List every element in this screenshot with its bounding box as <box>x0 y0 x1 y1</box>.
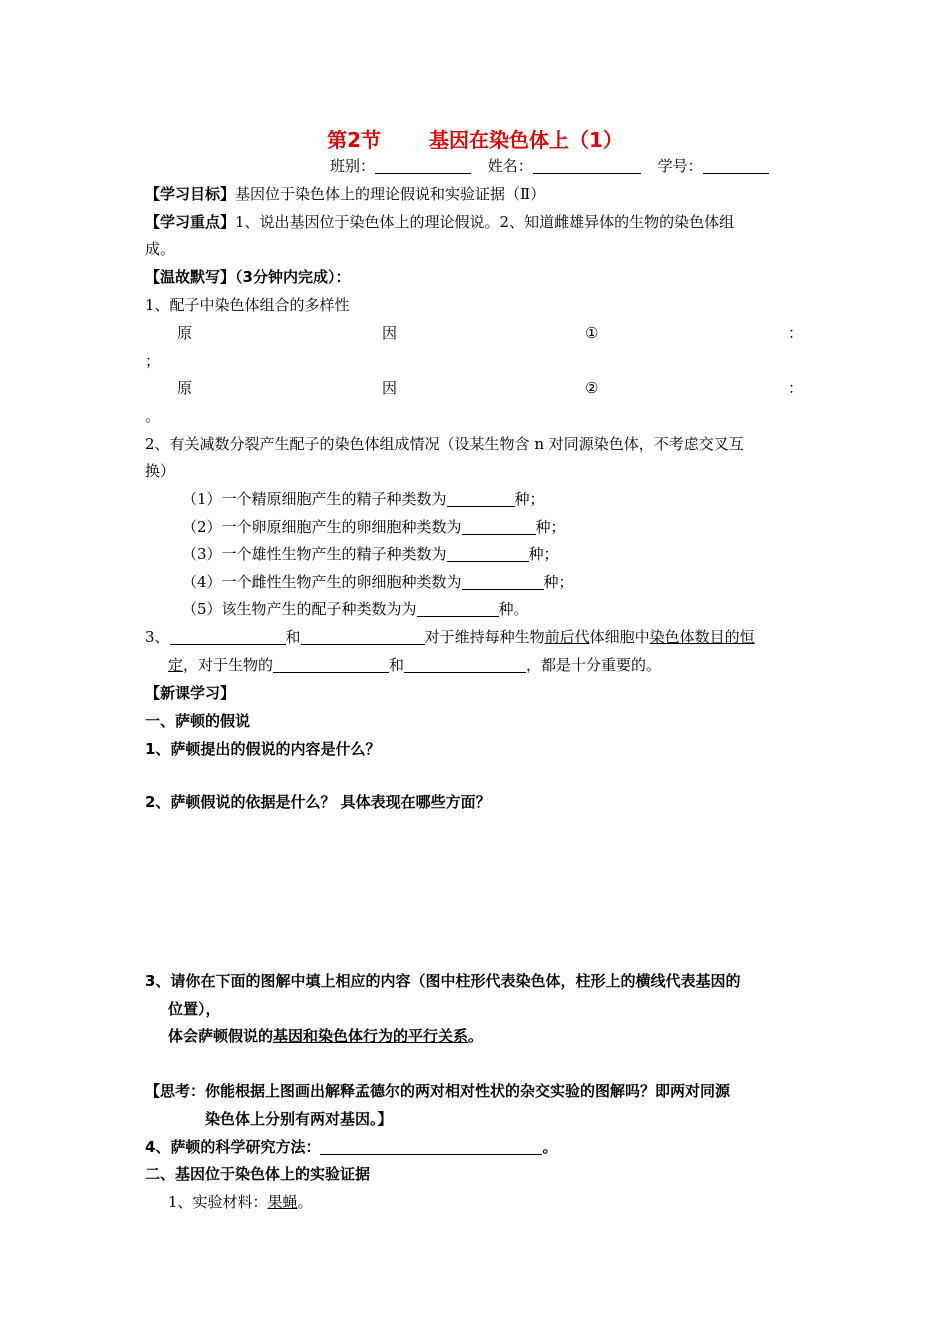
learning-focus <box>145 212 734 232</box>
review-q2-stem: 2、有关减数分裂产生配子的染色体组成情况（设某生物含 n 对同源染色体，不考虑交叉互 <box>145 435 744 453</box>
q2-blank-4[interactable] <box>462 573 544 590</box>
q2-item: （1）一个精原细胞产生的精子种类数为 种； <box>182 490 545 508</box>
think-prompt: 【思考：你能根据上图画出解释孟德尔的两对相对性状的杂交实验的图解吗？即两对同源 <box>145 1082 731 1100</box>
class-field[interactable] <box>375 157 471 174</box>
q1-r2-word1: 原 <box>177 379 193 397</box>
new-lesson-label: 【新课学习】 <box>145 684 236 702</box>
q2-item: （3）一个雄性生物产生的精子种类数为 种； <box>182 545 559 563</box>
q1-r1-word2: 因 <box>382 324 398 342</box>
q3-blank-1[interactable] <box>170 628 286 645</box>
lesson-q3-cont: 位置）， <box>168 1000 221 1018</box>
lesson-q4: 4、萨顿的科学研究方法： 。 <box>145 1138 558 1156</box>
q1-r1-colon: ： <box>788 324 804 342</box>
class-label: 班别： <box>330 157 376 175</box>
q1-r2-end: 。 <box>145 407 161 425</box>
q4-blank[interactable] <box>320 1138 542 1155</box>
goal-label: 【学习目标】 <box>145 185 236 203</box>
section-topic: 基因在染色体上（1） <box>429 128 623 152</box>
lesson-q3-note: 体会萨顿假说的基因和染色体行为的平行关系。 <box>168 1027 484 1045</box>
focus-text: 1、说出基因位于染色体上的理论假说。2、知道雌雄异体的生物的染色体组 <box>235 213 735 231</box>
review-label: 【温故默写】（3分钟内完成）： <box>145 268 351 286</box>
lesson-q3: 3、请你在下面的图解中填上相应的内容（图中柱形代表染色体，柱形上的横线代表基因的 <box>145 972 741 990</box>
focus-label: 【学习重点】 <box>145 213 236 231</box>
focus-continued: 成。 <box>145 240 176 258</box>
id-field[interactable] <box>703 157 769 174</box>
page-title <box>0 124 950 153</box>
section-number: 第2节 <box>327 128 381 152</box>
think-prompt-cont: 染色体上分别有两对基因。】 <box>205 1110 393 1128</box>
q1-r2-mark: ② <box>585 379 599 397</box>
goal-text: 基因位于染色体上的理论假说和实验证据（Ⅱ） <box>235 185 546 203</box>
q2-item: （4）一个雌性生物产生的卵细胞种类数为 种； <box>182 573 574 591</box>
q2-blank-3[interactable] <box>447 545 529 562</box>
lesson-q1: 1、萨顿提出的假说的内容是什么？ <box>145 740 381 758</box>
lesson-q2: 2、萨顿假说的依据是什么？ 具体表现在哪些方面？ <box>145 793 491 811</box>
q3-blank-3[interactable] <box>273 656 389 673</box>
q3-blank-4[interactable] <box>404 656 526 673</box>
q3-blank-2[interactable] <box>301 628 425 645</box>
q1-r2-word2: 因 <box>382 379 398 397</box>
q2-item: （5）该生物产生的配子种类数为为 种。 <box>182 600 529 618</box>
q2-blank-5[interactable] <box>417 600 499 617</box>
id-label: 学号： <box>657 157 703 175</box>
review-q2-stem-cont: 换） <box>145 462 176 480</box>
q1-r1-mark: ① <box>585 324 599 342</box>
part1-heading: 一、萨顿的假说 <box>145 712 251 730</box>
experiment-material: 1、实验材料：果蝇。 <box>168 1193 313 1211</box>
q2-blank-2[interactable] <box>462 518 536 535</box>
review-q1-stem: 1、配子中染色体组合的多样性 <box>145 296 350 314</box>
q2-item: （2）一个卵原细胞产生的卵细胞种类数为 种； <box>182 518 566 536</box>
q1-r2-colon: ： <box>788 379 804 397</box>
q1-r1-word1: 原 <box>177 324 193 342</box>
review-q3-cont: 定，对于生物的 和 ，都是十分重要的。 <box>168 656 662 674</box>
part2-heading: 二、基因位于染色体上的实验证据 <box>145 1165 371 1183</box>
q2-blank-1[interactable] <box>447 490 515 507</box>
name-field[interactable] <box>533 157 641 174</box>
student-info <box>330 156 769 176</box>
review-q3: 3、 和 对于维持每种生物前后代体细胞中染色体数目的恒 <box>145 628 755 646</box>
learning-goal <box>145 184 545 204</box>
name-label: 姓名： <box>487 157 533 175</box>
q1-r1-end: ； <box>145 352 161 370</box>
